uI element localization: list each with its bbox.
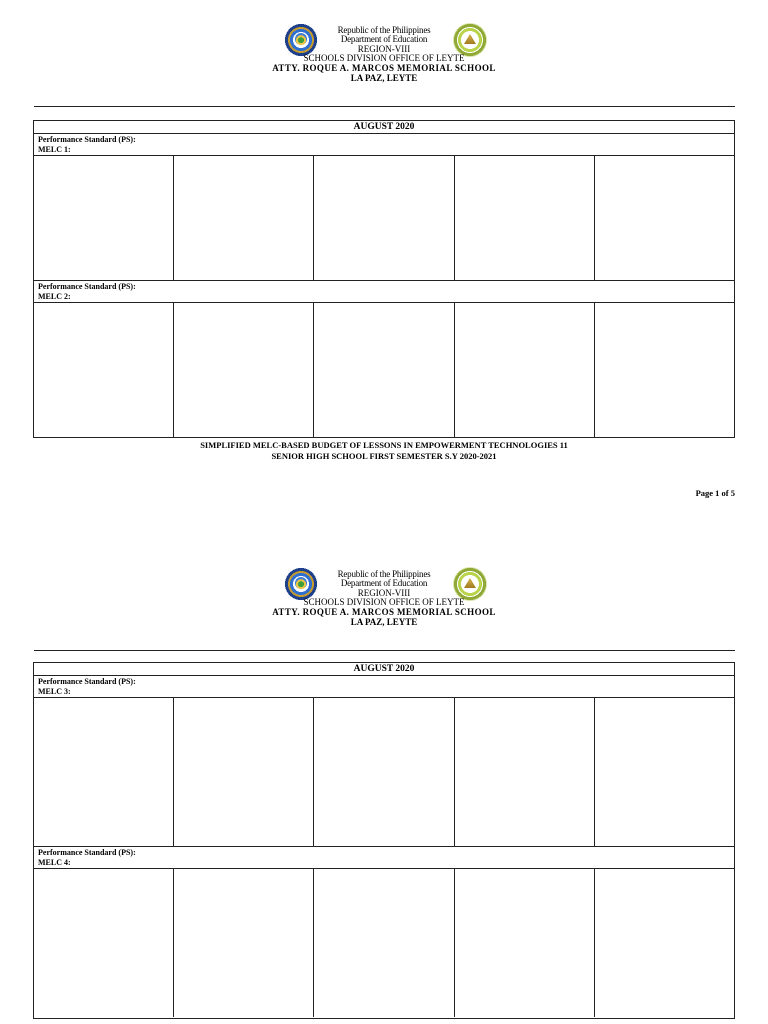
- month-header: AUGUST 2020: [34, 121, 734, 134]
- grid-cell: [34, 156, 174, 280]
- header-division: SCHOOLS DIVISION OFFICE OF LEYTE: [303, 53, 465, 63]
- month-header: AUGUST 2020: [34, 663, 734, 676]
- melc-label: MELC 2:: [38, 291, 71, 301]
- page-1-header: [0, 22, 768, 102]
- section-header: [34, 847, 734, 869]
- header-department: Department of Education: [340, 34, 428, 44]
- performance-standard-label: Performance Standard (PS):: [38, 677, 136, 686]
- grid-cell: [314, 698, 454, 846]
- melc-label: MELC 1:: [38, 144, 71, 154]
- budget-table-1: [33, 120, 735, 438]
- grid-cell: [314, 869, 454, 1017]
- performance-standard-label: Performance Standard (PS):: [38, 848, 136, 857]
- page-number: Page 1 of 5: [695, 488, 735, 498]
- lesson-grid: [34, 869, 734, 1017]
- grid-cell: [455, 698, 595, 846]
- lesson-grid: [34, 698, 734, 847]
- header-school: ATTY. ROQUE A. MARCOS MEMORIAL SCHOOL: [272, 63, 496, 73]
- page-2-header: [0, 566, 768, 646]
- grid-cell: [455, 303, 595, 437]
- header-republic: Republic of the Philippines: [337, 569, 431, 579]
- document-footer-subtitle: SENIOR HIGH SCHOOL FIRST SEMESTER S.Y 2020-2021: [271, 451, 497, 461]
- grid-cell: [174, 303, 314, 437]
- budget-table-2: [33, 662, 735, 1019]
- grid-cell: [174, 869, 314, 1017]
- header-division: SCHOOLS DIVISION OFFICE OF LEYTE: [303, 597, 465, 607]
- header-divider: [34, 106, 735, 107]
- grid-cell: [314, 303, 454, 437]
- melc-label: MELC 4:: [38, 857, 71, 867]
- grid-cell: [595, 698, 734, 846]
- grid-cell: [34, 698, 174, 846]
- header-region: REGION-VIII: [357, 588, 411, 598]
- grid-cell: [595, 303, 734, 437]
- grid-cell: [34, 869, 174, 1017]
- header-location: LA PAZ, LEYTE: [350, 73, 418, 83]
- section-header: [34, 134, 734, 156]
- grid-cell: [174, 698, 314, 846]
- performance-standard-label: Performance Standard (PS):: [38, 282, 136, 291]
- grid-cell: [455, 869, 595, 1017]
- header-republic: Republic of the Philippines: [337, 25, 431, 35]
- grid-cell: [314, 156, 454, 280]
- document-footer-title: SIMPLIFIED MELC-BASED BUDGET OF LESSONS IN EMPOWERMENT TECHNOLOGIES 11: [200, 440, 568, 450]
- header-region: REGION-VIII: [357, 44, 411, 54]
- header-divider: [34, 650, 735, 651]
- lesson-grid: [34, 156, 734, 281]
- header-location: LA PAZ, LEYTE: [350, 617, 418, 627]
- performance-standard-label: Performance Standard (PS):: [38, 135, 136, 144]
- header-school: ATTY. ROQUE A. MARCOS MEMORIAL SCHOOL: [272, 607, 496, 617]
- header-department: Department of Education: [340, 578, 428, 588]
- lesson-grid: [34, 303, 734, 437]
- grid-cell: [455, 156, 595, 280]
- grid-cell: [595, 869, 734, 1017]
- grid-cell: [34, 303, 174, 437]
- grid-cell: [174, 156, 314, 280]
- section-header: [34, 281, 734, 303]
- grid-cell: [595, 156, 734, 280]
- melc-label: MELC 3:: [38, 686, 71, 696]
- section-header: [34, 676, 734, 698]
